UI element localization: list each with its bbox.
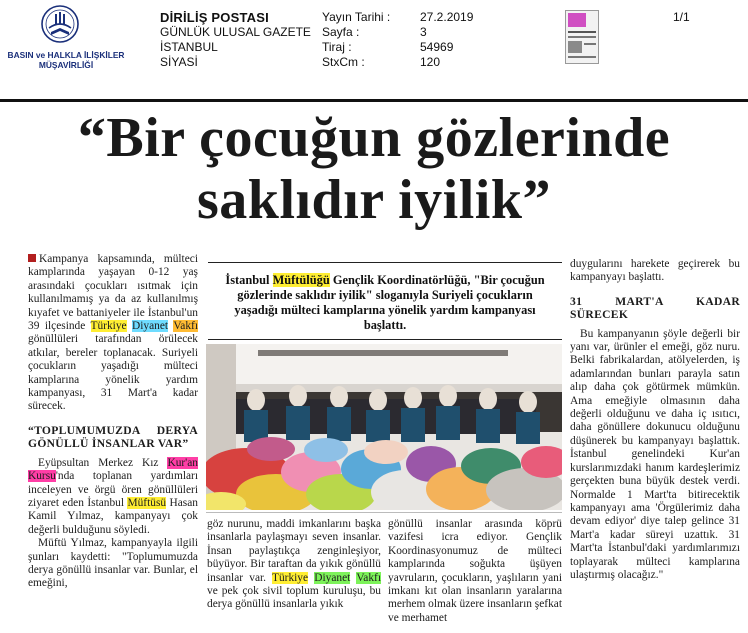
- meta-labels: [322, 10, 390, 70]
- highlight-muftulugu: Müftülüğü: [272, 273, 330, 287]
- highlight-diyanet-2: Diyanet: [314, 571, 351, 584]
- article-headline: [0, 107, 748, 231]
- article-column-2: [207, 518, 381, 612]
- publication-city: İSTANBUL: [160, 40, 218, 54]
- circulation-label: Tiraj :: [322, 40, 352, 54]
- circulation-value: 54969: [420, 40, 454, 54]
- page-count: 1/1: [673, 10, 690, 24]
- photo-bottom-rule: [206, 512, 562, 513]
- header-divider: [0, 99, 748, 102]
- paragraph-6: duygularını harekete geçirerek bu kampanyayı başlattı.: [570, 258, 740, 284]
- article-column-4: [570, 258, 740, 582]
- publication-scope: GÜNLÜK ULUSAL GAZETE: [160, 25, 311, 39]
- page-label: Sayfa :: [322, 25, 360, 39]
- agency-name-line1: BASIN ve HALKLA İLİŞKİLER: [7, 50, 125, 60]
- publication-name: DİRİLİŞ POSTASI: [160, 10, 269, 25]
- paragraph-5: gönüllü insanlar arasında köprü vazifesi icra ediyor. Gençlik Koordinasyonumuz de mülteci kamplarında soğukta üşüyen yavruların, çocukların, yaşlıların yani imkanı kıt olan insanların yaralarına merhem olmak üzere insanların şefkat ve merhamet: [388, 518, 562, 624]
- meta-values: [420, 10, 473, 70]
- highlight-diyanet: Diyanet: [132, 320, 169, 333]
- photo-women-knitting-icon: [206, 344, 562, 510]
- article-spot-box: [208, 262, 562, 340]
- paragraph-3: Müftü Yılmaz, kampanyayla ilgili şunları kaydetti: "Toplumumuzda derya gönüllü insanlar var. Bunlar, el emeğini,: [28, 537, 198, 590]
- article-column-1: [28, 253, 198, 591]
- headline-line1: “Bir çocuğun gözlerinde: [77, 107, 671, 169]
- page-value: 3: [420, 25, 427, 39]
- page-thumbnail[interactable]: [565, 10, 599, 64]
- paragraph-1: Kampanya kapsamında, mülteci kamplarında yaşayan 0-12 yaş arasındaki çocukları ısıtmak için kullanılmamış ya da az kullanılmış kıyafet ve battaniyeler ile İstanbul'un 39 ilçesinde Türkiye Diyanet Vakfı gönüllüleri tarafından örülecek atkılar, bereler toplanacak. Suriyeli çocukların yaşadığı mülteci kamplarına yönelik yardım kampanyası, 31 Mart'a kadar sürecek.: [28, 253, 198, 413]
- highlight-kursu: Kursu: [28, 470, 56, 483]
- article-photo: [206, 344, 562, 510]
- spot-text: İstanbul Müftülüğü Gençlik Koordinatörlüğü, "Bir çocuğun gözlerinde saklıdır iyilik" sloganıyla Suriyeli çocukların yaşadığı mülteci kamplarına yönelik yardım kampanyası başlattı.: [225, 273, 545, 332]
- paragraph-7: Bu kampanyanın şöyle değerli bir yanı var, ürünler el emeği, göz nuru. Belki fabrikalardan, atölyelerden, iş adamlarından bunları parayla satın alıp daha çok götürmek mümkün. Ama emeğiyle olmasının daha değerli olduğunu ve daha iç ısıtıcı, daha gönüllere dokunucu olduğunu düşünerek bu kampanyayı başlattık. İstanbul genelindeki Kur'an kurslarımızdaki hanım kardeşlerimiz gerçekten buna büyük destek verdi. Normalde 1 Mart'ta bitirecektik kampanyayı ama 'Örgülerimiz daha devam ediyor' diye talep gelince 31 Mart'a kadar süreyi uzattık. 31 Mart'ta İstanbul'daki yardımlarımızı toplayarak mülteci kamplarına ulaştırmış olacağız.": [570, 327, 740, 581]
- publication-category: SİYASİ: [160, 55, 198, 69]
- stx-label: StxCm :: [322, 55, 365, 69]
- date-label: Yayın Tarihi :: [322, 10, 391, 24]
- stx-value: 120: [420, 55, 441, 69]
- paragraph-4: göz nurunu, maddi imkanlarını başka insanlarla paylaşmayı seven insanlar. İnsan paylaştıkça zenginleşiyor, büyüyor. Bir taraftan da yıkık gönüllü insanlar var. Türkiye Diyanet Vakfı ve pek çok sivil toplum kuruluşu, bu derya gönüllü insanlarla yıkık: [207, 518, 381, 611]
- date-value: 27.2.2019: [420, 10, 474, 24]
- subheading-2: 31 MART'A KADAR SÜRECEK: [570, 294, 740, 322]
- globe-book-emblem-icon: [40, 4, 80, 44]
- agency-name: [6, 50, 126, 70]
- highlight-muftu: Müftüsü: [127, 496, 167, 509]
- highlight-kuran: Kur'an: [167, 456, 198, 469]
- subheading-1: “TOPLUMUMUZDA DERYA GÖNÜLLÜ İNSANLAR VAR”: [28, 423, 198, 451]
- highlight-turkiye: Türkiye: [90, 320, 127, 333]
- paragraph-2: Eyüpsultan Merkez Kız Kur'an Kursu'nda toplanan yardımları inceleyen ve örgü ören gönüllüleri ziyaret eden İstanbul Müftüsü Hasan Kamil Yılmaz, kampanyayı çok değerli bulduğunu söyledi.: [28, 456, 198, 536]
- headline-line2: saklıdır iyilik”: [197, 169, 551, 231]
- article-column-3: [388, 518, 562, 625]
- highlight-vakfi: Vakfı: [173, 320, 198, 333]
- agency-name-line2: MÜŞAVİRLİĞİ: [38, 60, 94, 70]
- publication-info: [160, 10, 311, 70]
- highlight-turkiye-2: Türkiye: [272, 571, 309, 584]
- agency-logo: [6, 4, 126, 74]
- highlight-vakfi-2: Vakfı: [356, 571, 381, 584]
- bullet-square-icon: [28, 254, 36, 262]
